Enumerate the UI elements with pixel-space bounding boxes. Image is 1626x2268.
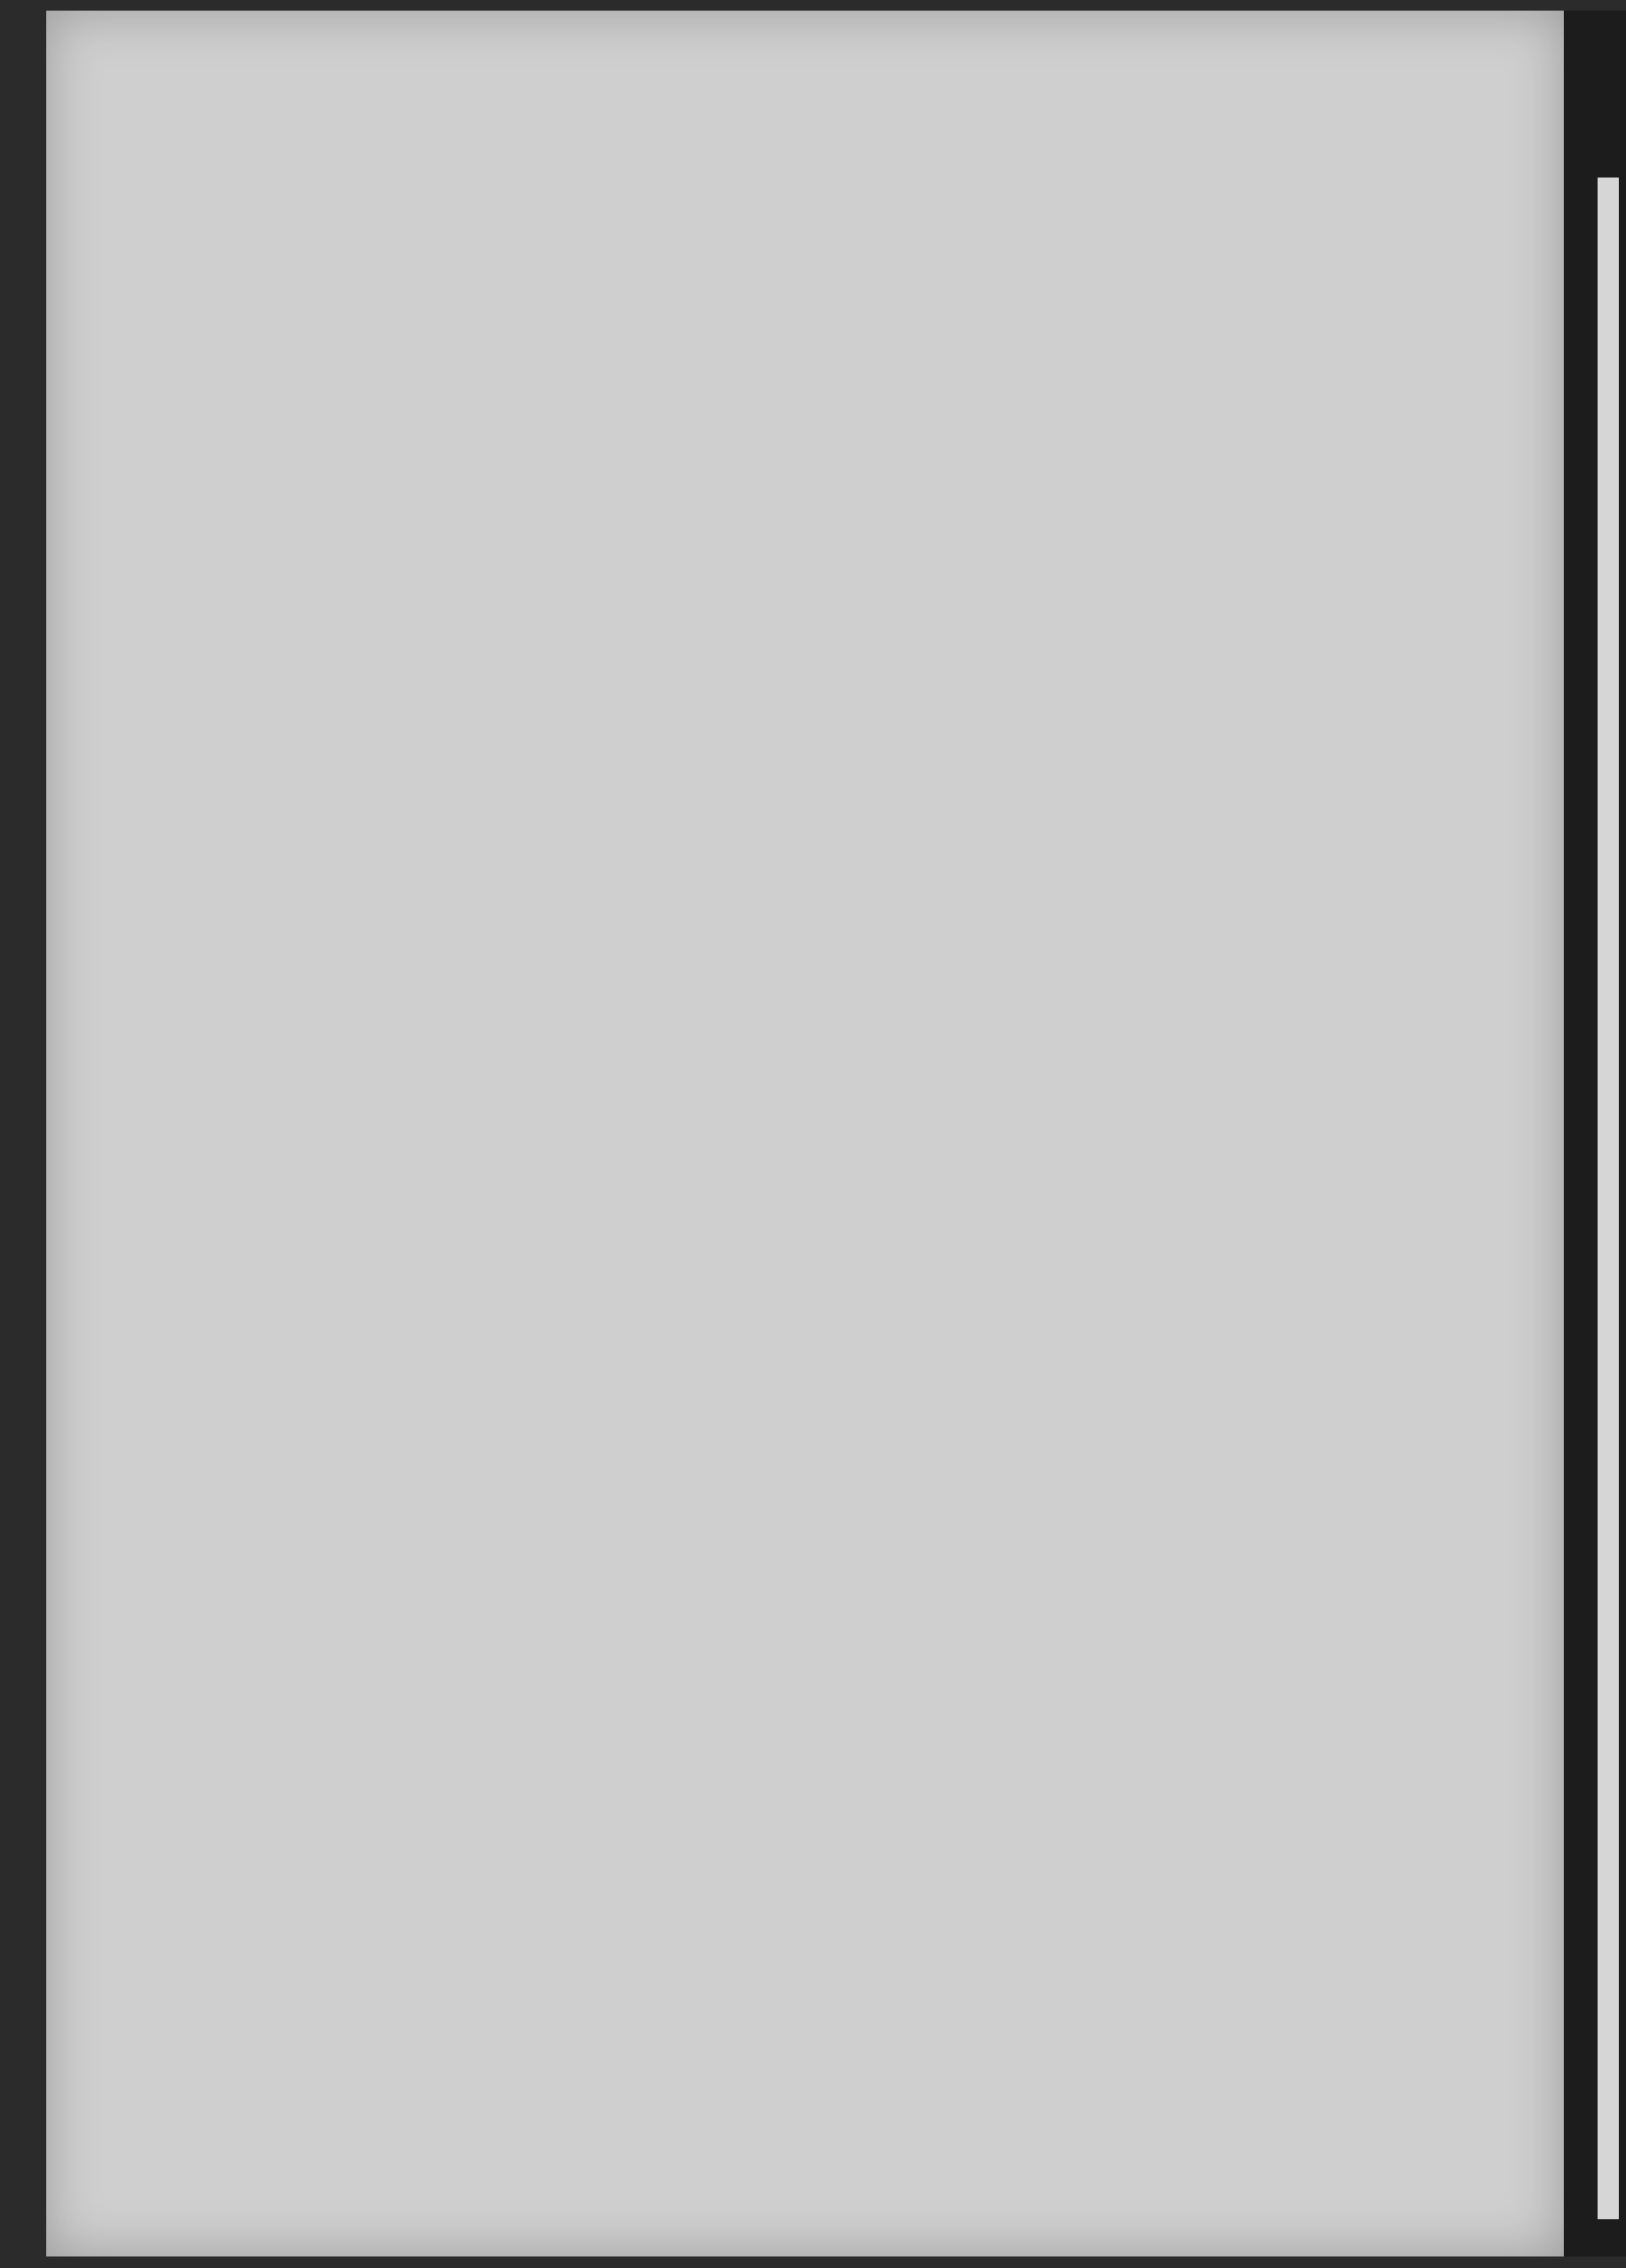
adjacent-page-strip — [1598, 178, 1619, 2219]
page-paper — [46, 11, 1564, 2256]
